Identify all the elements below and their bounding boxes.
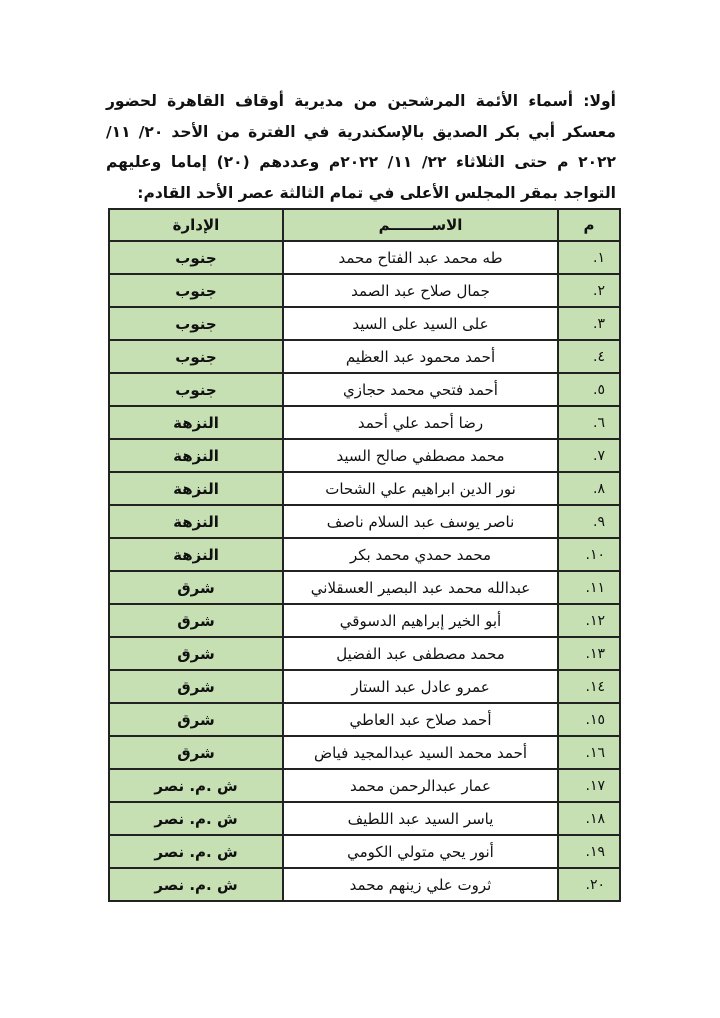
- imam-name: نور الدين ابراهيم علي الشحات: [283, 472, 558, 505]
- idara-name: جنوب: [109, 373, 283, 406]
- imam-name: جمال صلاح عبد الصمد: [283, 274, 558, 307]
- imam-name: رضا أحمد علي أحمد: [283, 406, 558, 439]
- row-number: ٨.: [558, 472, 620, 505]
- row-number: ١٦.: [558, 736, 620, 769]
- header-num: م: [558, 209, 620, 241]
- idara-name: ش .م. نصر: [109, 802, 283, 835]
- table-row: [109, 835, 620, 868]
- imam-name: محمد مصطفى عبد الفضيل: [283, 637, 558, 670]
- row-number: ١٤.: [558, 670, 620, 703]
- row-number: ٥.: [558, 373, 620, 406]
- row-number: ١٨.: [558, 802, 620, 835]
- idara-name: النزهة: [109, 538, 283, 571]
- imam-name: عبدالله محمد عبد البصير العسقلاني: [283, 571, 558, 604]
- idara-name: النزهة: [109, 439, 283, 472]
- row-number: ٢٠.: [558, 868, 620, 901]
- table-row: [109, 241, 620, 274]
- idara-name: جنوب: [109, 274, 283, 307]
- idara-name: شرق: [109, 571, 283, 604]
- row-number: ١١.: [558, 571, 620, 604]
- table-row: [109, 637, 620, 670]
- row-number: ٣.: [558, 307, 620, 340]
- imam-name: أحمد فتحي محمد حجازي: [283, 373, 558, 406]
- row-number: ١٣.: [558, 637, 620, 670]
- header-idara: الإدارة: [109, 209, 283, 241]
- table-row: [109, 670, 620, 703]
- table-row: [109, 406, 620, 439]
- imam-name: عمرو عادل عبد الستار: [283, 670, 558, 703]
- idara-name: النزهة: [109, 505, 283, 538]
- table-row: [109, 340, 620, 373]
- imam-name: على السيد على السيد: [283, 307, 558, 340]
- document-heading: أولا: أسماء الأئمة المرشحين من مديرية أوقاف القاهرة لحضور معسكر أبي بكر الصديق بالإسكندرية في الفترة من الأحد ٢٠/ ١١/ ٢٠٢٢ م حتى الثلاثاء ٢٢/ ١١/ ٢٠٢٢م وعددهم (٢٠) إماما وعليهم التواجد بمقر المجلس الأعلى في تمام الثالثة عصر الأحد القادم:: [106, 92, 616, 202]
- row-number: ٦.: [558, 406, 620, 439]
- table-row: [109, 703, 620, 736]
- row-number: ١٥.: [558, 703, 620, 736]
- imams-table: [108, 208, 621, 902]
- imam-name: أنور يحي متولي الكومي: [283, 835, 558, 868]
- row-number: ١٢.: [558, 604, 620, 637]
- table-row: [109, 472, 620, 505]
- imam-name: ناصر يوسف عبد السلام ناصف: [283, 505, 558, 538]
- imam-name: أحمد محمد السيد عبدالمجيد فياض: [283, 736, 558, 769]
- imam-name: محمد حمدي محمد بكر: [283, 538, 558, 571]
- table-row: [109, 439, 620, 472]
- imam-name: طه محمد عبد الفتاح محمد: [283, 241, 558, 274]
- table-row: [109, 802, 620, 835]
- imam-name: أحمد صلاح عبد العاطي: [283, 703, 558, 736]
- idara-name: ش .م. نصر: [109, 769, 283, 802]
- table-row: [109, 604, 620, 637]
- imam-name: محمد مصطفي صالح السيد: [283, 439, 558, 472]
- table-row: [109, 868, 620, 901]
- idara-name: جنوب: [109, 307, 283, 340]
- imam-name: ياسر السيد عبد اللطيف: [283, 802, 558, 835]
- row-number: ١٠.: [558, 538, 620, 571]
- row-number: ٧.: [558, 439, 620, 472]
- idara-name: ش .م. نصر: [109, 835, 283, 868]
- idara-name: النزهة: [109, 406, 283, 439]
- idara-name: شرق: [109, 670, 283, 703]
- idara-name: النزهة: [109, 472, 283, 505]
- row-number: ٢.: [558, 274, 620, 307]
- idara-name: شرق: [109, 736, 283, 769]
- table-row: [109, 307, 620, 340]
- idara-name: شرق: [109, 637, 283, 670]
- idara-name: شرق: [109, 604, 283, 637]
- idara-name: ش .م. نصر: [109, 868, 283, 901]
- table-row: [109, 505, 620, 538]
- imam-name: عمار عبدالرحمن محمد: [283, 769, 558, 802]
- table-row: [109, 736, 620, 769]
- imam-name: أحمد محمود عبد العظيم: [283, 340, 558, 373]
- idara-name: جنوب: [109, 241, 283, 274]
- table-row: [109, 538, 620, 571]
- row-number: ١٩.: [558, 835, 620, 868]
- row-number: ١٧.: [558, 769, 620, 802]
- idara-name: شرق: [109, 703, 283, 736]
- row-number: ١.: [558, 241, 620, 274]
- table-row: [109, 571, 620, 604]
- table-row: [109, 769, 620, 802]
- header-name: الاســــــــم: [283, 209, 558, 241]
- idara-name: جنوب: [109, 340, 283, 373]
- table-row: [109, 274, 620, 307]
- row-number: ٤.: [558, 340, 620, 373]
- table-row: [109, 373, 620, 406]
- row-number: ٩.: [558, 505, 620, 538]
- imam-name: أبو الخير إبراهيم الدسوقي: [283, 604, 558, 637]
- table-header-row: [109, 209, 620, 241]
- imam-name: ثروت علي زينهم محمد: [283, 868, 558, 901]
